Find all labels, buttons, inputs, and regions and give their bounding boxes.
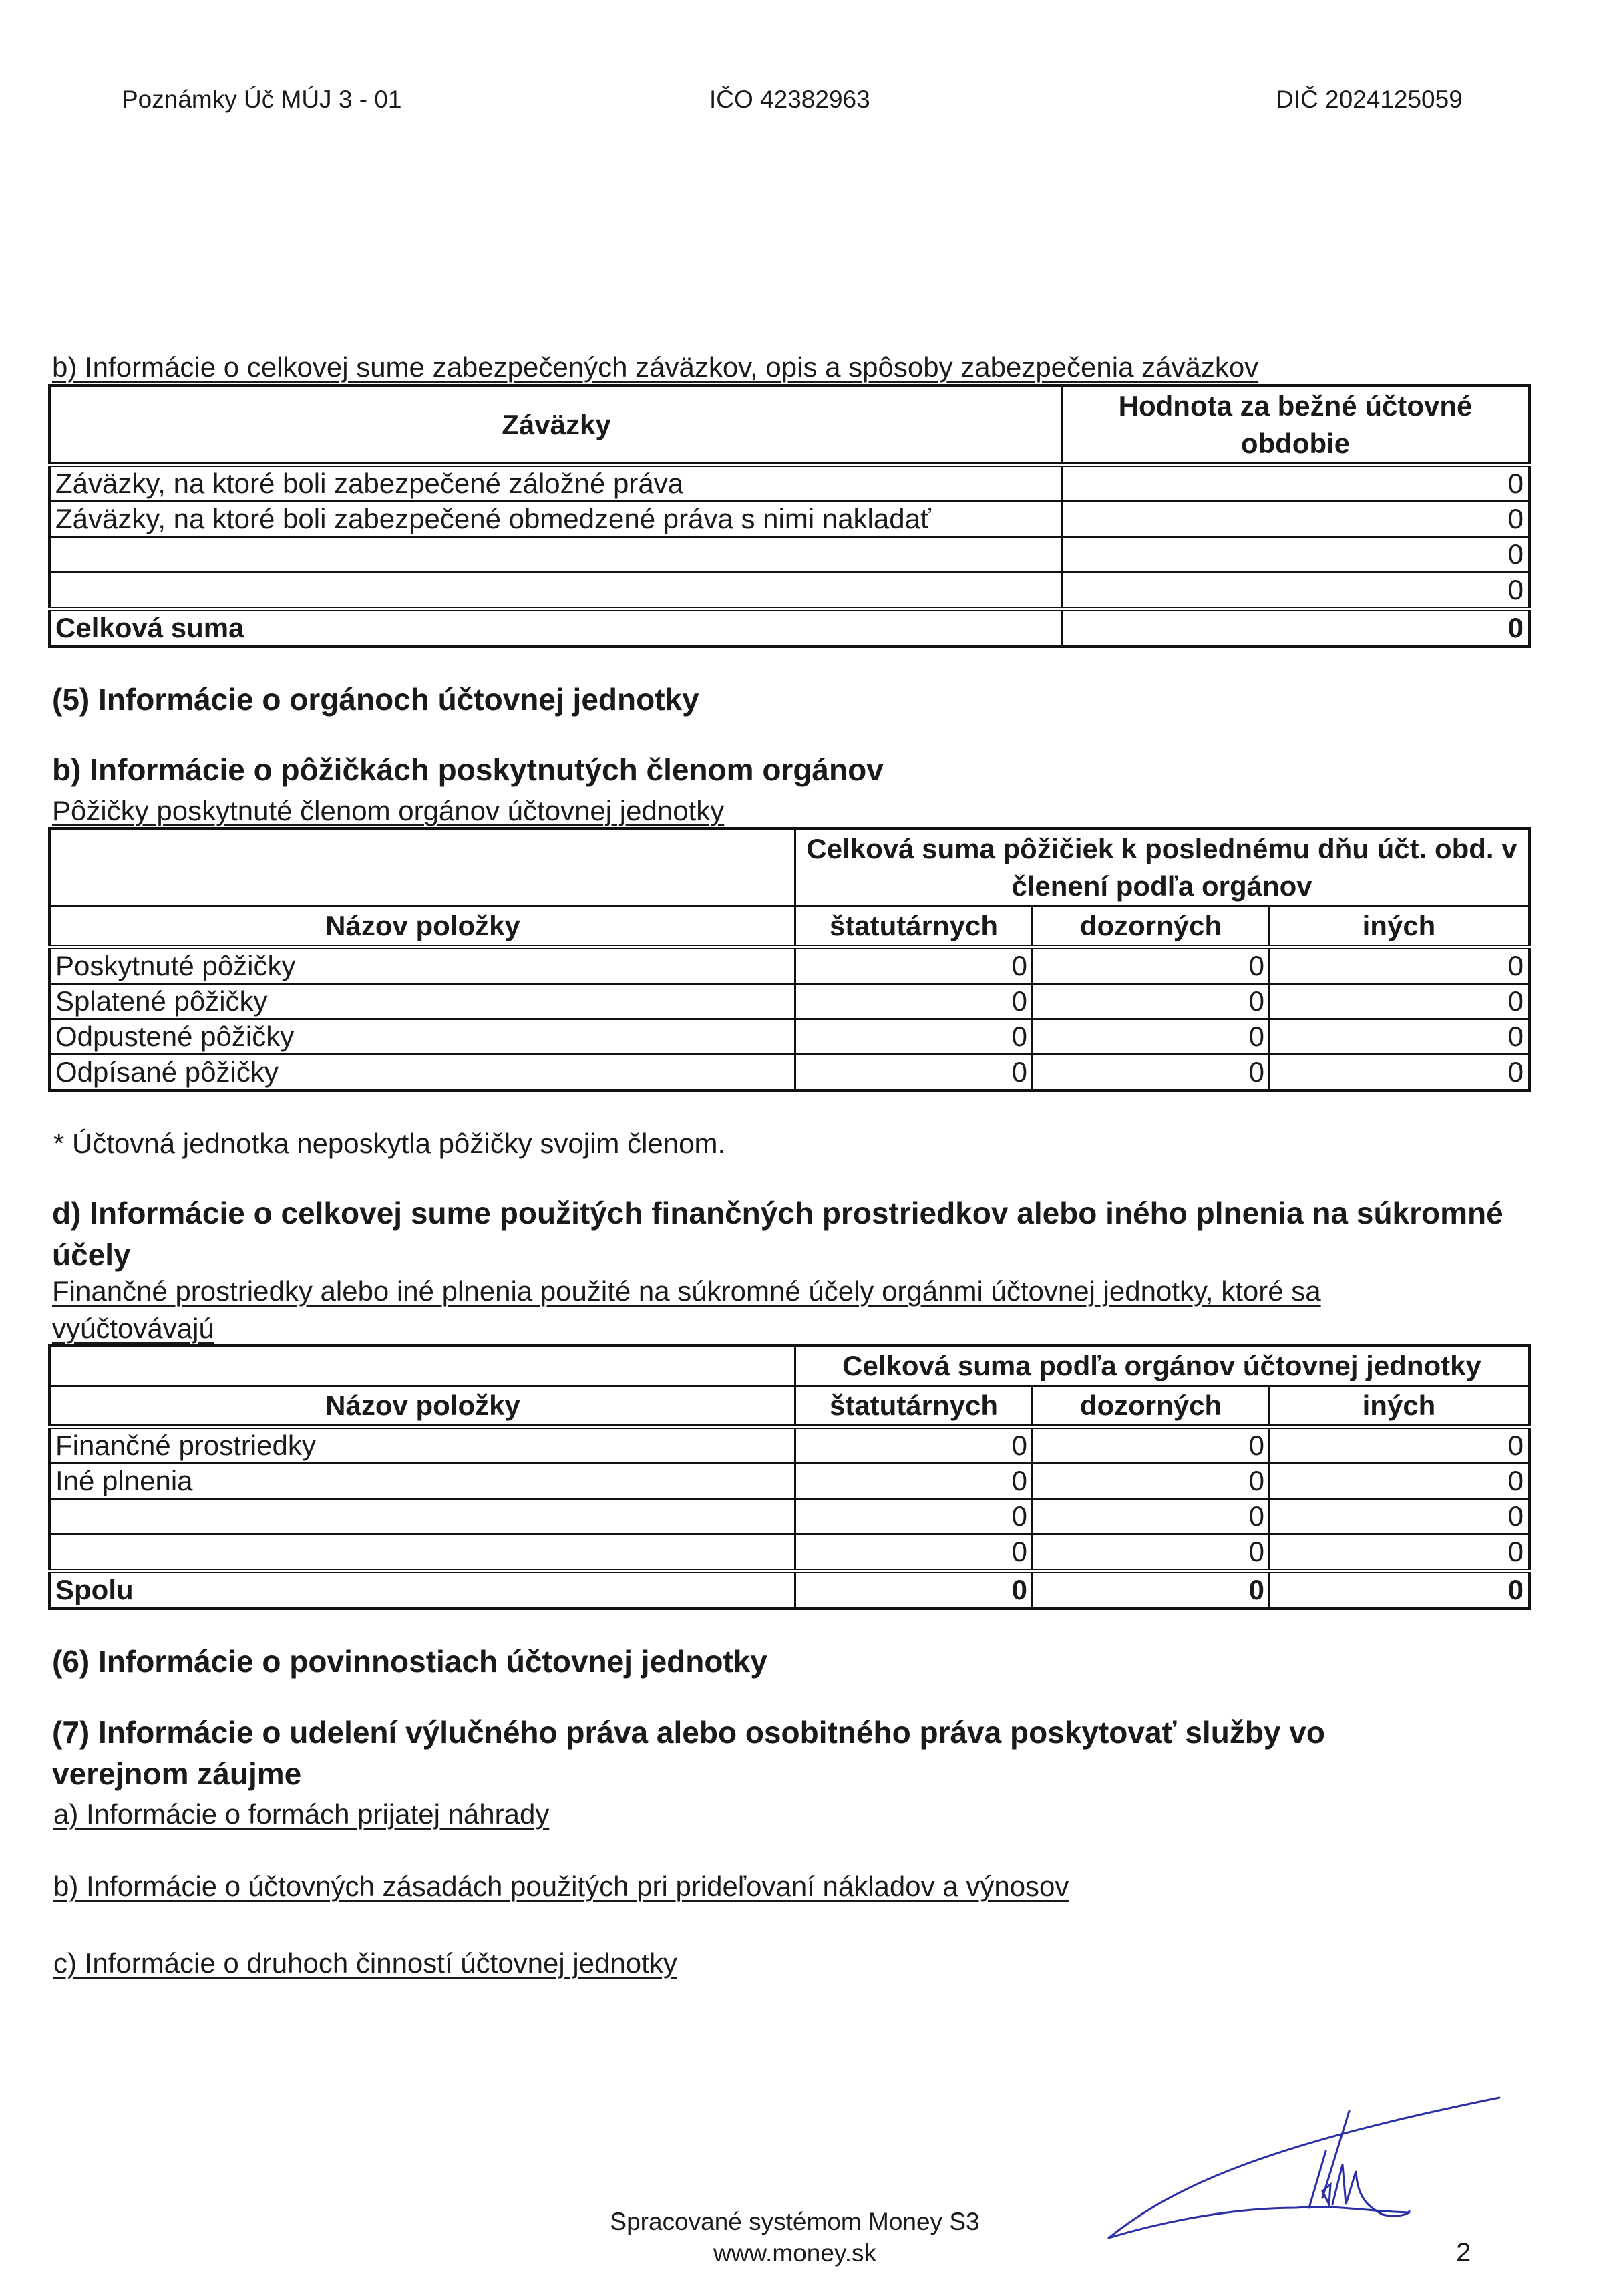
dic-number: DIČ 2024125059 [1276, 86, 1463, 113]
row-value: 0 [1063, 465, 1530, 502]
section-5b-subtitle: Pôžičky poskytnuté členom orgánov účtovnej jednotky [52, 795, 725, 826]
blank-header-cell [50, 1346, 795, 1386]
col-header-statutory: štatutárnych [795, 907, 1033, 947]
table-row [50, 1464, 1530, 1499]
table-row [50, 465, 1530, 502]
cell-other: 0 [1270, 1427, 1530, 1464]
row-label: Odpustené pôžičky [50, 1019, 795, 1055]
cell-other: 0 [1270, 1464, 1530, 1499]
col-header-supervisory: dozorných [1033, 1386, 1270, 1427]
total-row [50, 1571, 1530, 1609]
col-header-other: iných [1270, 1386, 1530, 1427]
total-other: 0 [1270, 1571, 1530, 1609]
cell-statutory: 0 [795, 947, 1033, 984]
section-6-heading: (6) Informácie o povinnostiach účtovnej jednotky [52, 1644, 767, 1679]
private-use-group-header: Celková suma podľa orgánov účtovnej jednotky [795, 1346, 1530, 1386]
blank-header-cell [50, 829, 795, 907]
cell-supervisory: 0 [1033, 1055, 1270, 1091]
cell-statutory: 0 [795, 1464, 1033, 1499]
row-label: Odpísané pôžičky [50, 1055, 795, 1091]
col-header-supervisory: dozorných [1033, 907, 1270, 947]
cell-statutory: 0 [795, 984, 1033, 1019]
total-label: Celková suma [50, 609, 1063, 647]
col-header-item-name: Názov položky [50, 1386, 795, 1427]
loans-note: * Účtovná jednotka neposkytla pôžičky svojim členom. [53, 1128, 726, 1159]
ico-number: IČO 42382963 [709, 86, 870, 113]
col-header-other: iných [1270, 907, 1530, 947]
row-label: Záväzky, na ktoré boli zabezpečené obmedzené práva s nimi nakladať [50, 502, 1063, 537]
cell-statutory: 0 [795, 1534, 1033, 1571]
private-use-table [48, 1344, 1531, 1610]
table-row [50, 1019, 1530, 1055]
table-row [50, 1055, 1530, 1091]
row-label [50, 537, 1063, 572]
row-value: 0 [1063, 502, 1530, 537]
cell-supervisory: 0 [1033, 1499, 1270, 1534]
cell-other: 0 [1270, 984, 1530, 1019]
cell-other: 0 [1270, 1055, 1530, 1091]
table-row [50, 1499, 1530, 1534]
cell-other: 0 [1270, 1534, 1530, 1571]
cell-supervisory: 0 [1033, 1019, 1270, 1055]
section-5d-subtitle: Finančné prostriedky alebo iné plnenia použité na súkromné účely orgánmi účtovnej jednotky, ktoré sa vyúčtovávajú [52, 1275, 1321, 1344]
cell-statutory: 0 [795, 1427, 1033, 1464]
row-label: Finančné prostriedky [50, 1427, 795, 1464]
section-7-heading: (7) Informácie o udelení výlučného práva alebo osobitného práva poskytovať služby vo verejnom záujme [52, 1715, 1325, 1791]
signature-icon [1095, 2071, 1509, 2245]
cell-supervisory: 0 [1033, 1464, 1270, 1499]
footer-website: www.money.sk [713, 2239, 876, 2267]
col-header-liabilities: Záväzky [50, 386, 1063, 465]
table-row [50, 947, 1530, 984]
cell-supervisory: 0 [1033, 984, 1270, 1019]
total-label: Spolu [50, 1571, 795, 1609]
table-row [50, 1427, 1530, 1464]
page-number: 2 [1456, 2238, 1471, 2267]
row-value: 0 [1063, 572, 1530, 609]
cell-statutory: 0 [795, 1019, 1033, 1055]
total-row [50, 609, 1530, 647]
col-header-item-name: Názov položky [50, 907, 795, 947]
cell-supervisory: 0 [1033, 1534, 1270, 1571]
row-value: 0 [1063, 537, 1530, 572]
loans-table [48, 827, 1531, 1092]
row-label [50, 1534, 795, 1571]
total-value: 0 [1063, 609, 1530, 647]
table-row [50, 502, 1530, 537]
col-header-current-period: Hodnota za bežné účtovné obdobie [1063, 386, 1530, 465]
form-code: Poznámky Úč MÚJ 3 - 01 [122, 86, 402, 113]
total-supervisory: 0 [1033, 1571, 1270, 1609]
secured-liabilities-title: b) Informácie o celkovej sume zabezpečených záväzkov, opis a spôsoby zabezpečenia záväzkov [52, 351, 1259, 383]
table-row [50, 1534, 1530, 1571]
cell-other: 0 [1270, 1499, 1530, 1534]
row-label: Poskytnuté pôžičky [50, 947, 795, 984]
section-5b-heading: b) Informácie o pôžičkách poskytnutých členom orgánov [52, 752, 884, 787]
cell-supervisory: 0 [1033, 1427, 1270, 1464]
section-7a: a) Informácie o formách prijatej náhrady [53, 1798, 550, 1830]
secured-liabilities-table [48, 384, 1531, 648]
row-label [50, 572, 1063, 609]
cell-other: 0 [1270, 947, 1530, 984]
section-5-heading: (5) Informácie o orgánoch účtovnej jednotky [52, 682, 699, 717]
row-label: Záväzky, na ktoré boli zabezpečené záložné práva [50, 465, 1063, 502]
loans-group-header: Celková suma pôžičiek k poslednému dňu účt. obd. v členení podľa orgánov [795, 829, 1530, 907]
cell-statutory: 0 [795, 1499, 1033, 1534]
table-row [50, 537, 1530, 572]
table-row [50, 572, 1530, 609]
cell-other: 0 [1270, 1019, 1530, 1055]
row-label: Splatené pôžičky [50, 984, 795, 1019]
cell-statutory: 0 [795, 1055, 1033, 1091]
row-label [50, 1499, 795, 1534]
col-header-statutory: štatutárnych [795, 1386, 1033, 1427]
section-7b: b) Informácie o účtovných zásadách použitých pri prideľovaní nákladov a výnosov [53, 1870, 1069, 1902]
row-label: Iné plnenia [50, 1464, 795, 1499]
section-7c: c) Informácie o druhoch činností účtovnej jednotky [53, 1947, 677, 1979]
section-5d-heading: d) Informácie o celkovej sume použitých finančných prostriedkov alebo iného plnenia na súkromné účely [52, 1196, 1503, 1272]
total-statutory: 0 [795, 1571, 1033, 1609]
footer-software: Spracované systémom Money S3 [610, 2208, 980, 2235]
cell-supervisory: 0 [1033, 947, 1270, 984]
table-row [50, 984, 1530, 1019]
